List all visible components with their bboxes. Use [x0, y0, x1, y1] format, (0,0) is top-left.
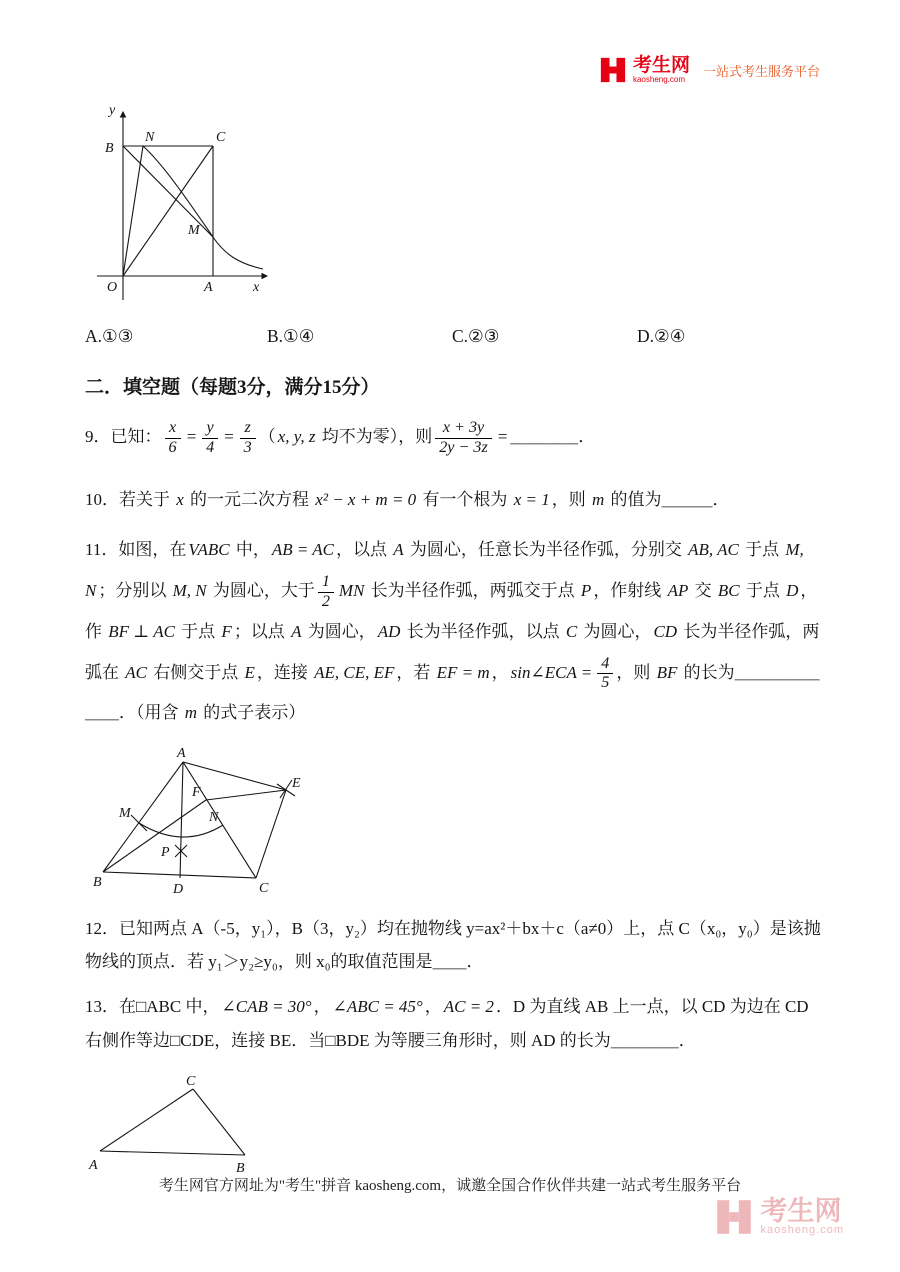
text-segment: ，则: [551, 490, 590, 510]
text-segment: 于点: [740, 540, 784, 560]
math-segment: MN: [338, 580, 365, 600]
fraction: $\frac{z}{3}$: [240, 419, 256, 457]
math-segment: AP: [667, 580, 689, 600]
math-segment: A: [393, 540, 404, 560]
text-segment: 为圆心，: [579, 621, 652, 641]
point-label-A: A: [89, 1157, 98, 1173]
point-label-B: B: [236, 1160, 245, 1175]
exam-content: [85, 100, 825, 1175]
origin-label: O: [107, 280, 118, 295]
math-segment: x, y, z: [277, 426, 316, 446]
footer-text: 考生网官方网址为"考生"拼音 kaosheng.com，诚邀全国合作伙伴共建一站式考生服务平台: [158, 1178, 742, 1194]
text-segment: 11．如图，在: [85, 540, 187, 560]
math-segment: =: [496, 426, 509, 446]
text-segment: ，若: [396, 662, 435, 682]
point-label-C: C: [216, 130, 226, 145]
question-10: [85, 485, 825, 510]
text-segment: 13．在□ABC 中，: [85, 997, 220, 1017]
text-segment: 的值为＿＿＿．: [606, 490, 730, 510]
point-label-C: C: [186, 1073, 196, 1089]
math-segment: x: [176, 490, 184, 510]
watermark-name: 考生网: [760, 1196, 842, 1226]
text-segment: ，以点: [336, 540, 392, 560]
math-segment: F: [221, 621, 232, 641]
math-segment: P: [580, 580, 592, 600]
point-label-C: C: [259, 881, 269, 897]
axis-x-label: x: [253, 280, 260, 295]
brand-header: [600, 56, 820, 84]
text-segment: 10．若关于: [85, 490, 175, 510]
text-segment: 的式子表示）: [199, 703, 306, 723]
math-segment: M, N: [85, 540, 804, 600]
text-segment: ，连接: [256, 662, 313, 682]
point-label-E: E: [292, 776, 301, 792]
text-segment: 长为半径作弧，以点: [402, 621, 564, 641]
math-segment: M, N: [172, 580, 207, 600]
axis-y-label: y: [109, 103, 116, 118]
answer-choices: [85, 326, 825, 356]
text-segment: ．D 为直线 AB 上一点，以 CD 为边在 CD 右侧作等边□CDE，连接 BE．当□BDE 为等腰三角形时，则 AD 的长为＿＿＿＿．: [85, 997, 809, 1050]
question-9: [85, 419, 825, 457]
text-segment: 有一个根为: [418, 490, 512, 510]
math-segment: D: [786, 580, 799, 600]
math-segment: BC: [717, 580, 740, 600]
text-segment: 均不为零），则: [317, 426, 433, 446]
point-label-A: A: [204, 280, 213, 295]
text-segment: 右侧交于点: [148, 662, 243, 682]
section-title: 二．填空题（每题3分，满分15分）: [85, 377, 380, 398]
question-12: [85, 912, 825, 978]
question-13: [85, 990, 825, 1056]
text-segment: 为圆心，: [303, 621, 376, 641]
math-segment: AC: [125, 662, 147, 682]
math-segment: CD: [653, 621, 678, 641]
fraction: $\frac{1}{2}$: [318, 573, 334, 611]
figure-triangle-abc: [85, 1073, 270, 1175]
math-segment: VABC: [188, 540, 230, 560]
text-segment: 为圆心，任意长为半径作弧，分别交: [405, 540, 687, 560]
point-label-B: B: [105, 141, 114, 156]
text-segment: ，作: [85, 580, 818, 641]
text-segment: ；以点: [233, 621, 290, 641]
fraction: $\frac{x}{6}$: [165, 419, 181, 457]
choice-d: D.②④: [637, 326, 686, 346]
point-label-M: M: [188, 223, 200, 238]
math-segment: x² − x + m = 0: [315, 490, 417, 510]
math-segment: ∠CAB = 30°: [221, 997, 312, 1017]
text-segment: 9．已知：: [85, 426, 162, 446]
math-segment: m: [184, 703, 198, 723]
kaosheng-logo-icon: [600, 57, 626, 83]
brand-name: 考生网: [632, 55, 690, 76]
math-segment: BF ⊥ AC: [108, 621, 175, 641]
point-label-N: N: [145, 130, 155, 145]
math-segment: x = 1: [513, 490, 550, 510]
text-segment: ，则: [616, 662, 655, 682]
text-segment: 的长为＿＿＿＿＿＿＿．（用含: [85, 662, 820, 723]
math-segment: ∠ABC = 45°: [332, 997, 423, 1017]
math-segment: C: [565, 621, 578, 641]
figure1-lines: [97, 112, 267, 300]
text-segment: ，: [424, 997, 442, 1017]
point-label-B: B: [93, 875, 102, 891]
text-segment: ；分别以: [98, 580, 171, 600]
text-segment: （: [258, 426, 276, 446]
math-segment: =: [185, 426, 198, 446]
text-segment: ，: [491, 662, 509, 682]
text-segment: 交: [690, 580, 716, 600]
kaosheng-logo-icon-pale: [716, 1199, 752, 1235]
point-label-D: D: [173, 882, 184, 897]
text-segment: 于点: [176, 621, 220, 641]
point-label-P: P: [161, 845, 170, 861]
text-segment: 的一元二次方程: [185, 490, 314, 510]
math-segment: AE, CE, EF: [314, 662, 395, 682]
watermark-domain: kaosheng.com: [760, 1224, 844, 1236]
choice-c: C.②③: [452, 326, 500, 346]
point-label-N: N: [209, 810, 219, 826]
text-segment: 长为半径作弧，两弧交于点: [366, 580, 579, 600]
math-segment: A: [291, 621, 302, 641]
math-segment: BF: [656, 662, 678, 682]
math-segment: m: [591, 490, 605, 510]
figure3-lines: [100, 1089, 245, 1155]
choice-b: B.①④: [267, 326, 315, 346]
math-segment: =: [223, 426, 235, 446]
text-segment: 中，: [231, 540, 270, 560]
math-segment: AB = AC: [271, 540, 335, 560]
figure-coordinate-plane: [85, 100, 280, 312]
text-segment: 于点: [741, 580, 785, 600]
point-label-F: F: [192, 785, 201, 801]
text-segment: 12．已知两点 A（-5，y₁），B（3，y₂）均在抛物线 y=ax²＋bx＋c（a≠0）上，点 C（x₀，y₀）是该抛物线的顶点．若 y₁＞y₂≥y₀，则 x₀的取值范围是＿＿．: [85, 919, 821, 972]
fraction: $\frac{y}{4}$: [202, 419, 218, 457]
brand-domain: kaosheng.com: [632, 74, 685, 84]
math-segment: AD: [377, 621, 401, 641]
text-segment: ，作射线: [593, 580, 666, 600]
math-segment: AB, AC: [688, 540, 739, 560]
text-segment: ，: [313, 997, 331, 1017]
fraction: $\frac{x + 3y}{2y - 3z}$: [435, 419, 492, 457]
question-11: [85, 530, 827, 734]
brand-watermark: [716, 1198, 844, 1236]
math-segment: EF = m: [436, 662, 490, 682]
point-label-M: M: [119, 806, 131, 822]
text-segment: ＿＿＿＿．: [510, 426, 596, 446]
figure2-lines: [103, 762, 295, 878]
math-segment: AC = 2: [443, 997, 494, 1017]
choice-a: A.①③: [85, 326, 134, 346]
brand-tagline: 一站式考生服务平台: [702, 63, 820, 79]
math-segment: sin∠ECA =: [510, 662, 593, 682]
text-segment: 为圆心，大于: [208, 580, 315, 600]
text-segment: 长为半径作弧，两弧在: [85, 621, 820, 682]
math-segment: E: [244, 662, 255, 682]
fraction: $\frac{4}{5}$: [597, 655, 613, 693]
figure-triangle-construction: [93, 746, 308, 896]
point-label-A: A: [177, 746, 186, 762]
